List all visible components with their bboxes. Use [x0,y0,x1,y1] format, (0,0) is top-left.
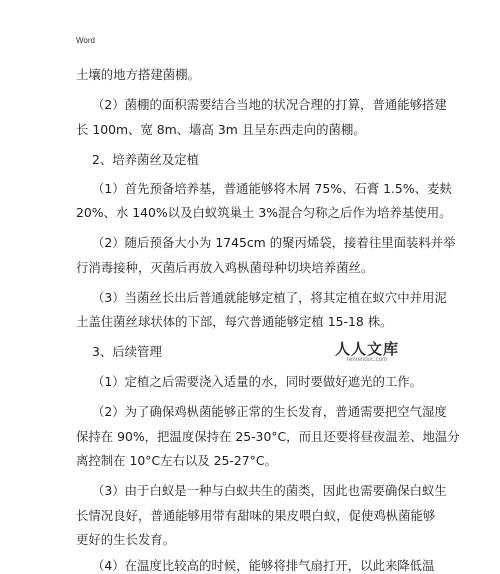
section-heading: 2、培养菌丝及定植 [92,152,200,167]
section-heading: 3、后续管理 [92,344,162,359]
paragraph-line: 长 100m、宽 8m、墙高 3m 且呈东西走向的菌棚。 [76,122,366,137]
paragraph-line: （1）首先预备培养基，普通能够将木屑 75%、石膏 1.5%、麦麸 [92,181,452,196]
paragraph-line: （2）随后预备大小为 1745cm 的聚丙烯袋，接着往里面装料并举 [92,235,456,250]
paragraph-line: （2）菌棚的面积需要结合当地的状况合理的打算，普通能够搭建 [92,97,447,112]
paragraph-line: 更好的生长发育。 [76,532,176,547]
paragraph-line: 长情况良好，普通能够用带有甜味的果皮喂白蚁，促使鸡枞菌能够 [76,508,436,523]
paragraph-line: （1）定植之后需要浇入适量的水，同时要做好遮光的工作。 [92,374,423,389]
page-header-label: Word [76,36,95,45]
paragraph-line: （3）由于白蚁是一种与白蚁共生的菌类，因此也需要确保白蚁生 [92,483,447,498]
paragraph-line: 离控制在 10°C左右以及 25-27°C。 [76,453,277,468]
watermark-subtitle: renrendoc.com [346,357,388,363]
paragraph-line: 土盖住菌丝球状体的下部，每穴普通能够定植 15-18 株。 [76,314,393,329]
watermark-title: 人人文库 [334,340,399,358]
paragraph-line: 行消毒接种，灭菌后再放入鸡枞菌母种切块培养菌丝。 [76,260,374,275]
paragraph-line: （4）在温度比较高的时候，能够将排气扇打开，以此来降低温 [92,558,435,573]
paragraph-line: 20%、水 140%以及白蚁筑巢土 3%混合匀称之后作为培养基使用。 [76,205,452,220]
paragraph-line: （3）当菌丝长出后普通就能够定植了，将其定植在蚁穴中并用泥 [92,290,447,305]
paragraph-line: 土壤的地方搭建菌棚。 [76,67,200,82]
paragraph-line: 保持在 90%，把温度保持在 25-30°C，而且还要将昼夜温差、地温分 [76,429,460,444]
watermark-logo [322,338,412,363]
paragraph-line: （2）为了确保鸡枞菌能够正常的生长发育，普通需要把空气湿度 [92,404,447,419]
